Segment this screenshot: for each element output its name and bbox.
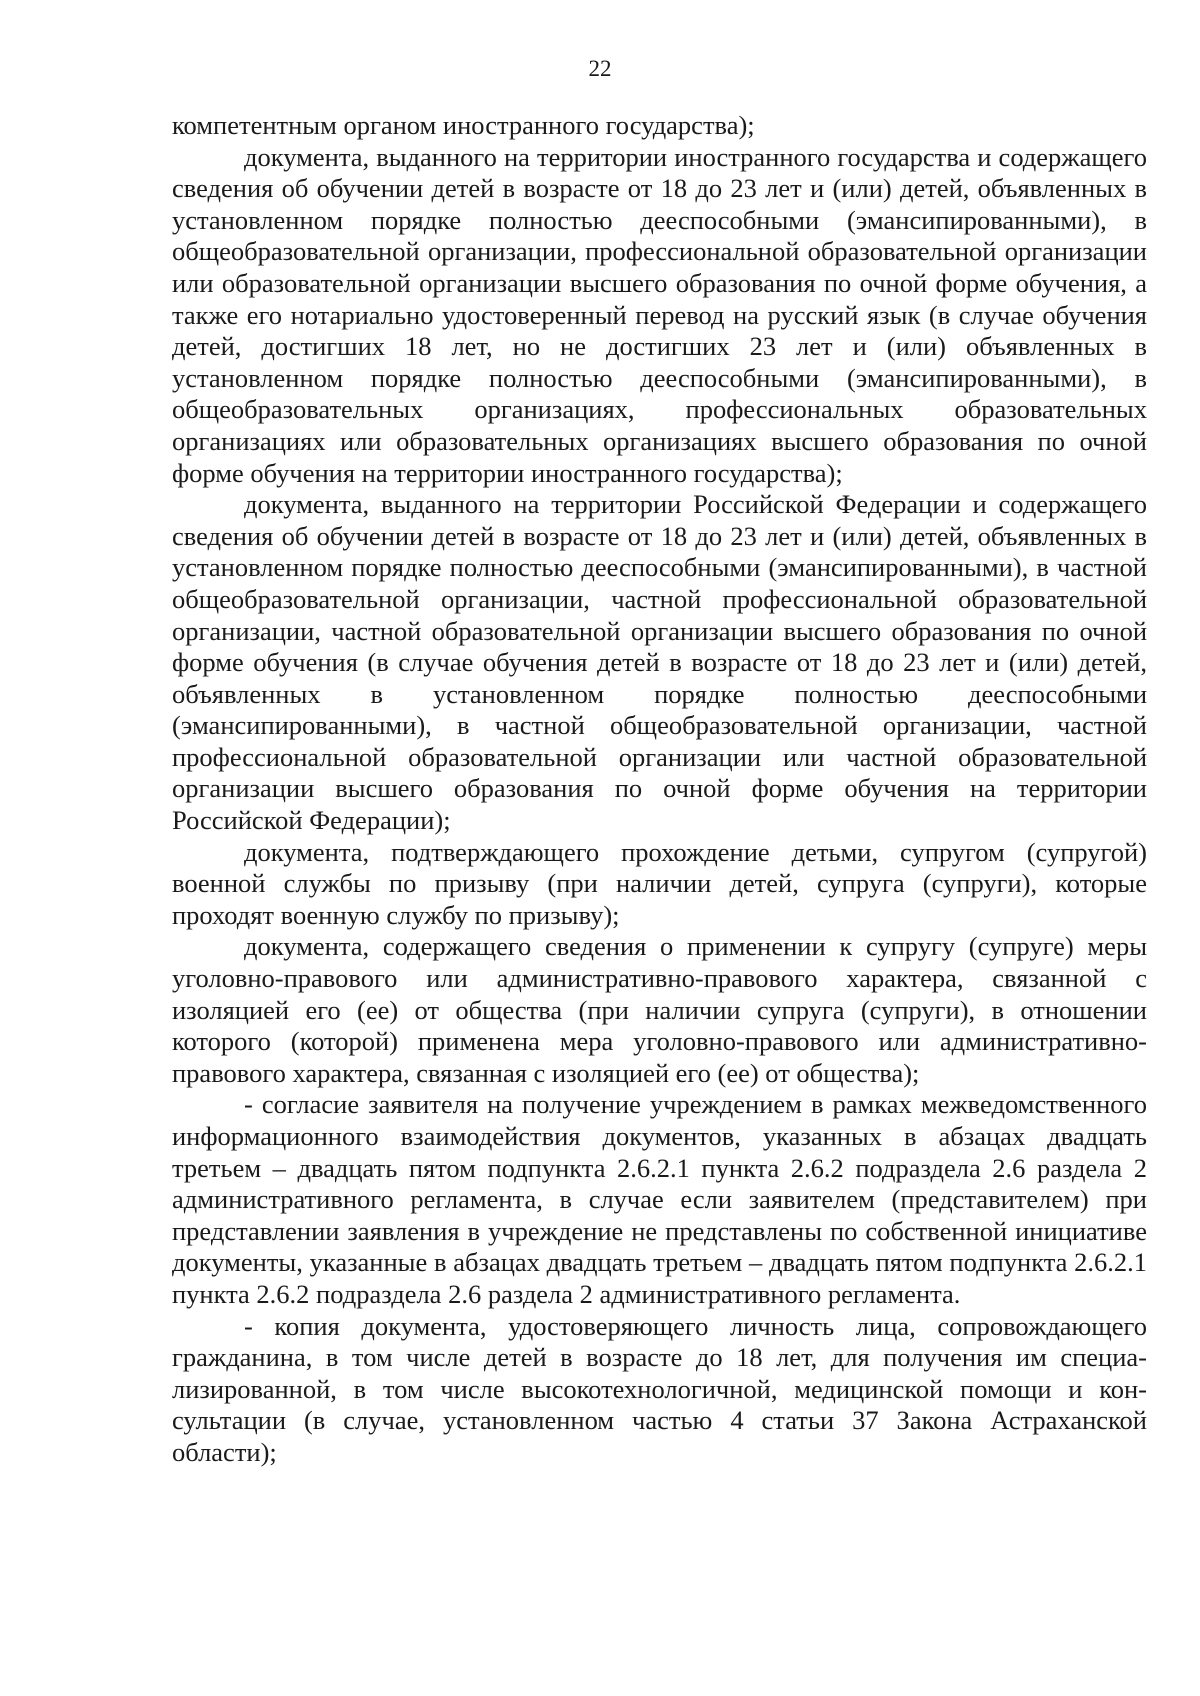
document-body xyxy=(172,110,1147,1469)
paragraph-foreign-education-document: документа, выданного на территории иностранного государства и содержащего сведения об обучении детей в возрасте от 18 до 23 лет и (или) детей, объявленных в установленном порядке полностью дееспособными (эмансипированными), в общеобразовательной организации, профессиональной образовательной организации или образовательной организации высшего образования по очной форме обучения, а также его нотариально удостоверенный перевод на русский язык (в случае обучения детей, достигших 18 лет, но не достигших 23 лет и (или) объявленных в установленном порядке полностью дееспособными (эмансипированными), в общеобразовательных организациях, профессиональных образовательных организациях или образовательных организациях высшего образования по очной форме обучения на территории иностранного государства); xyxy=(172,141,1147,488)
paragraph-applicant-consent: - согласие заявителя на получение учреждением в рамках межведомственного информационного взаимодействия документов, указанных в абзацах двадцать третьем – двадцать пятом подпункта 2.6.2.1 пункта 2.6.2 подраздела 2.6 раздела 2 административного регламента, в случае если заявителем (представителем) при представлении заявления в учреждение не представлены по собственной инициативе документы, указанные в абзацах двадцать третьем – двадцать пятом подпункта 2.6.2.1 пункта 2.6.2 подраздела 2.6 раздела 2 административного регламента. xyxy=(172,1089,1147,1309)
paragraph-military-service-document: документа, подтверждающего прохождение детьми, супругом (супругой) военной службы по призыву (при наличии детей, супруга (супруги), которые проходят военную службу по призыву); xyxy=(172,836,1147,930)
page-number: 22 xyxy=(588,56,612,81)
paragraph-isolation-measure-document: документа, содержащего сведения о применении к супругу (супруге) меры уголовно-правового или административно-правового характера, связанной с изоляцией его (ее) от общества (при наличии супруга (супруги), в отношении которого (которой) применена мера уголовно-правового или административно-правового характера, связанная с изоляцией его (ее) от общества); xyxy=(172,931,1147,1088)
paragraph-continuation: компетентным органом иностранного государства); xyxy=(172,110,755,140)
paragraph-escort-identity-copy: - копия документа, удостоверяющего личность лица, сопровождающего гражданина, в том числе детей в возрасте до 18 лет, для получения им специализированной, в том числе высокотехнологичной, медицинской помощи и консультации (в случае, установленном частью 4 статьи 37 Закона Астраханской области); xyxy=(172,1310,1147,1467)
paragraph-russian-private-education-document: документа, выданного на территории Российской Федерации и содержащего сведения об обучении детей в возрасте от 18 до 23 лет и (или) детей, объявленных в установленном порядке полностью дееспособными (эмансипированными), в частной общеобразовательной организации, частной профессиональной образовательной организации, частной образовательной организации высшего образования по очной форме обучения (в случае обучения детей в возрасте от 18 до 23 лет и (или) детей, объявленных в установленном порядке полностью дееспособными (эмансипированными), в частной общеобразовательной организации, частной профессиональной образовательной организации или частной образовательной организации высшего образования по очной форме обучения на территории Российской Федерации); xyxy=(172,489,1147,836)
